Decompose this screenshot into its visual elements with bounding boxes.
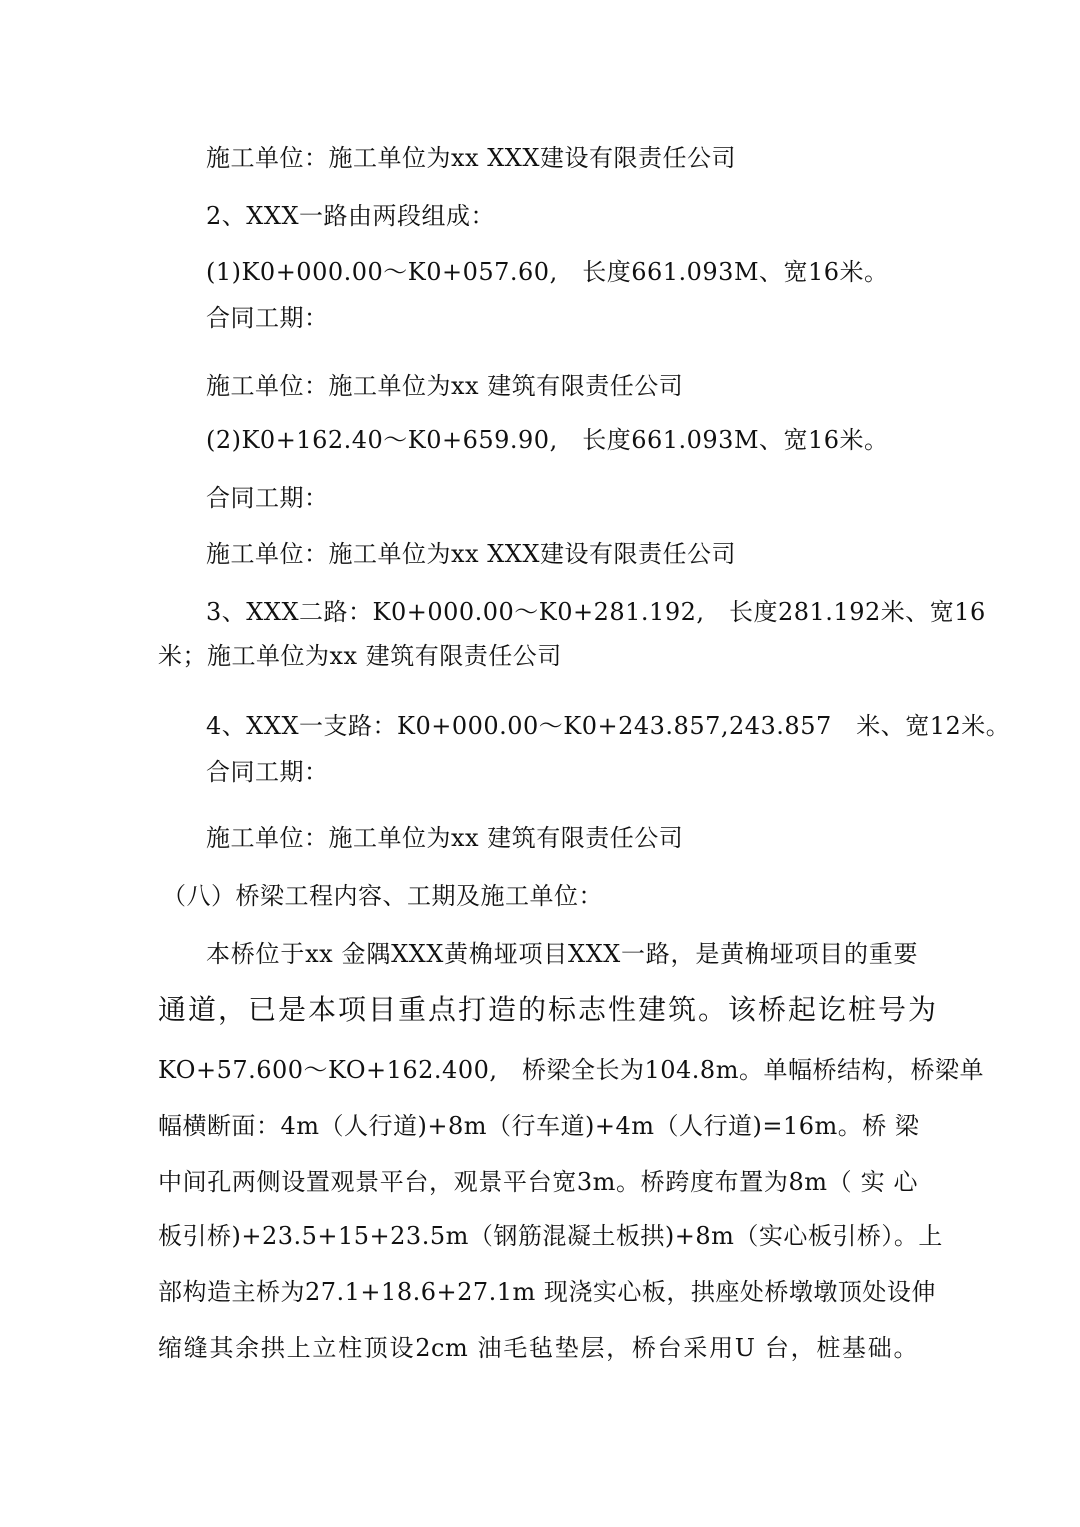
road-1-segment-2: (2)K0+162.40～K0+659.90, 长度661.093M、宽16米。: [206, 426, 889, 454]
bridge-paragraph-line-3: KO+57.600～KO+162.400, 桥梁全长为104.8m。单幅桥结构，桥梁单: [158, 1056, 984, 1084]
contractor-line-4: 施工单位：施工单位为xx 建筑有限责任公司: [206, 824, 684, 852]
road-2-contractor: 米；施工单位为xx 建筑有限责任公司: [158, 642, 562, 670]
bridge-paragraph-line-1: 本桥位于xx 金隅XXX黄桷垭项目XXX一路，是黄桷垭项目的重要: [206, 940, 918, 968]
bridge-paragraph-line-5: 中间孔两侧设置观景平台，观景平台宽3m。桥跨度布置为8m（ 实 心: [158, 1168, 918, 1196]
contract-period-2: 合同工期：: [206, 484, 329, 512]
bridge-paragraph-line-4: 幅横断面：4m（人行道)+8m（行车道)+4m（人行道)=16m。桥 梁: [158, 1112, 920, 1140]
road-1-intro: 2、XXX一路由两段组成：: [206, 202, 496, 230]
bridge-paragraph-line-8: 缩缝其余拱上立柱顶设2cm 油毛毡垫层，桥台采用U 台，桩基础。: [158, 1334, 918, 1362]
contractor-line-3: 施工单位：施工单位为xx XXX建设有限责任公司: [206, 540, 736, 568]
bridge-paragraph-line-6: 板引桥)+23.5+15+23.5m（钢筋混凝土板拱)+8m（实心板引桥）。上: [158, 1222, 943, 1250]
road-1-segment-1: (1)K0+000.00～K0+057.60, 长度661.093M、宽16米。: [206, 258, 889, 286]
section-heading-bridge: （八）桥梁工程内容、工期及施工单位：: [162, 882, 603, 910]
contract-period-3: 合同工期：: [206, 758, 329, 786]
branch-road-line: 4、XXX一支路：K0+000.00～K0+243.857,243.857 米、宽12米。: [206, 712, 1011, 740]
road-2-line: 3、XXX二路：K0+000.00～K0+281.192, 长度281.192米、宽16: [206, 598, 986, 626]
bridge-paragraph-line-2: 通道，已是本项目重点打造的标志性建筑。该桥起讫桩号为: [158, 993, 939, 1026]
contractor-line-2: 施工单位：施工单位为xx 建筑有限责任公司: [206, 372, 684, 400]
contract-period-1: 合同工期：: [206, 304, 329, 332]
bridge-paragraph-line-7: 部构造主桥为27.1+18.6+27.1m 现浇实心板，拱座处桥墩墩顶处设伸: [158, 1278, 936, 1306]
contractor-line-1: 施工单位：施工单位为xx XXX建设有限责任公司: [206, 144, 736, 172]
